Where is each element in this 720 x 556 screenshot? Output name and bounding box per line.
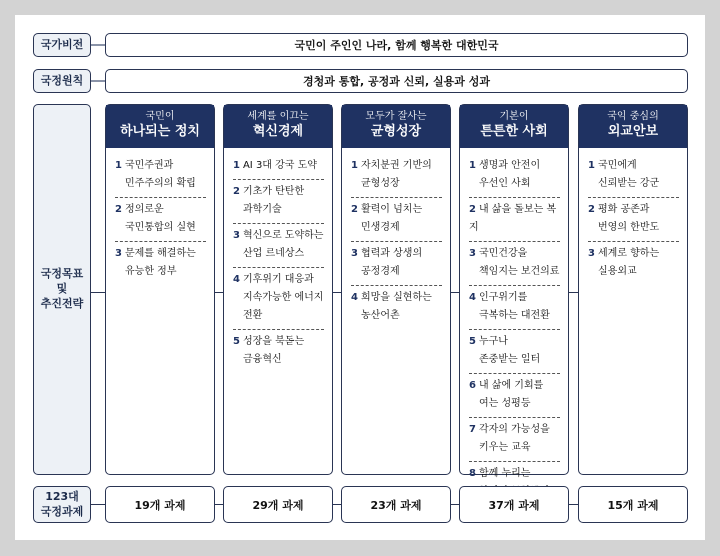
strategy-text-line1: 국민주권과 xyxy=(124,160,174,171)
strategy-item xyxy=(233,330,324,373)
strategy-number: 2 xyxy=(351,204,358,215)
strategy-text-line1: 누구나 xyxy=(478,336,508,347)
strategy-text-line1: 내 삶에 기회를 xyxy=(478,380,544,391)
strategy-number: 4 xyxy=(233,274,240,285)
task-count: 15개 과제 xyxy=(578,486,688,523)
goal-header xyxy=(224,105,332,148)
strategy-number: 2 xyxy=(588,204,595,215)
strategy-text-line1: 정의로운 xyxy=(124,204,164,215)
strategy-item xyxy=(469,154,560,198)
strategy-item xyxy=(469,374,560,418)
strategy-text-line1: 국민건강을 xyxy=(478,248,528,259)
goal-header xyxy=(460,105,568,148)
strategy-text-line2: 책임지는 보건의료 xyxy=(479,266,560,277)
strategy-number: 1 xyxy=(351,160,358,171)
goal-column xyxy=(105,104,215,475)
strategy-text-line1: AI 3대 강국 도약 xyxy=(242,160,317,171)
strategy-item xyxy=(233,180,324,224)
strategy-text-line1: 인구위기를 xyxy=(478,292,528,303)
goal-subtitle: 기본이 xyxy=(499,111,529,122)
goal-title: 하나되는 정치 xyxy=(120,124,200,139)
strategy-text-line1: 활력이 넘치는 xyxy=(360,204,423,215)
strategy-item xyxy=(233,224,324,268)
strategy-item xyxy=(351,242,442,286)
strategy-text-line1: 국민에게 xyxy=(597,160,637,171)
principles-label: 국정원칙 xyxy=(33,69,91,93)
goal-header xyxy=(106,105,214,148)
strategy-item xyxy=(233,268,324,330)
tasks-label-line: 국정과제 xyxy=(40,504,84,518)
strategy-number: 2 xyxy=(233,186,240,197)
strategy-text-line2: 균형성장 xyxy=(361,178,400,189)
strategy-text-line2: 유능한 정부 xyxy=(125,266,177,277)
strategy-text-line2: 국민통합의 실현 xyxy=(125,222,196,233)
goal-title: 혁신경제 xyxy=(252,124,304,139)
strategy-number: 7 xyxy=(469,424,476,435)
strategy-number: 2 xyxy=(115,204,122,215)
strategy-number: 1 xyxy=(115,160,122,171)
strategy-text-line2: 민생경제 xyxy=(361,222,400,233)
strategy-item xyxy=(469,198,560,242)
goals-label-line: 및 xyxy=(56,282,68,296)
goal-subtitle: 모두가 잘사는 xyxy=(365,111,427,122)
strategy-text-line2: 신뢰받는 강군 xyxy=(598,178,660,189)
strategy-item xyxy=(469,242,560,286)
goal-column xyxy=(341,104,451,475)
strategy-number: 3 xyxy=(351,248,358,259)
goal-header xyxy=(342,105,450,148)
strategy-number: 3 xyxy=(115,248,122,259)
strategy-text-line2: 우선인 사회 xyxy=(479,178,531,189)
goal-column xyxy=(459,104,569,479)
strategy-text-line1: 기초가 탄탄한 xyxy=(242,186,305,197)
goal-title: 균형성장 xyxy=(370,124,422,139)
goal-subtitle: 국민이 xyxy=(145,111,175,122)
strategy-number: 8 xyxy=(469,468,476,479)
strategy-text-line1: 생명과 안전이 xyxy=(478,160,541,171)
strategy-text-line2: 극복하는 대전환 xyxy=(479,310,550,321)
strategy-number: 5 xyxy=(469,336,476,347)
strategy-text-line2: 농산어촌 xyxy=(361,310,400,321)
goals-label-line: 국정목표 xyxy=(40,267,84,281)
vision-text: 국민이 주인인 나라, 함께 행복한 대한민국 xyxy=(105,33,688,57)
goal-column xyxy=(223,104,333,475)
strategy-text-line2: 지속가능한 에너지 전환 xyxy=(243,292,324,321)
strategy-item xyxy=(351,198,442,242)
task-count: 23개 과제 xyxy=(341,486,451,523)
strategy-item xyxy=(115,198,206,242)
strategy-item xyxy=(351,154,442,198)
strategy-text-line1: 혁신으로 도약하는 xyxy=(242,230,324,241)
tasks-label-line: 123대 xyxy=(45,489,79,503)
strategy-text-line2: 존중받는 일터 xyxy=(479,354,541,365)
goals-label-line: 추진전략 xyxy=(40,296,84,310)
strategy-number: 1 xyxy=(469,160,476,171)
strategy-text-line1: 내 삶을 돌보는 복지 xyxy=(469,204,557,233)
strategy-number: 1 xyxy=(588,160,595,171)
strategy-item xyxy=(469,286,560,330)
vision-label: 국가비전 xyxy=(33,33,91,57)
task-count: 19개 과제 xyxy=(105,486,215,523)
strategy-number: 6 xyxy=(469,380,476,391)
strategy-number: 1 xyxy=(233,160,240,171)
connector xyxy=(91,44,105,46)
strategy-item xyxy=(233,154,324,180)
strategy-text-line1: 평화 공존과 xyxy=(597,204,650,215)
goal-subtitle: 세계를 이끄는 xyxy=(247,111,309,122)
strategy-number: 4 xyxy=(469,292,476,303)
strategy-number: 5 xyxy=(233,336,240,347)
strategy-item xyxy=(115,154,206,198)
strategy-number: 2 xyxy=(469,204,476,215)
tasks-label xyxy=(33,486,91,523)
connector xyxy=(91,80,105,82)
strategy-item xyxy=(588,198,679,242)
strategy-text-line1: 자치분권 기반의 xyxy=(360,160,432,171)
strategy-number: 4 xyxy=(351,292,358,303)
goal-title: 외교안보 xyxy=(607,124,659,139)
strategy-item xyxy=(351,286,442,329)
strategy-text-line2: 키우는 교육 xyxy=(479,442,531,453)
strategy-item xyxy=(115,242,206,285)
strategy-text-line1: 기후위기 대응과 xyxy=(242,274,314,285)
strategy-text-line1: 희망을 실현하는 xyxy=(360,292,432,303)
strategy-text-line2: 금융혁신 xyxy=(243,354,282,365)
strategy-text-line2: 과학기술 xyxy=(243,204,282,215)
strategy-text-line2: 실용외교 xyxy=(598,266,637,277)
task-count: 37개 과제 xyxy=(459,486,569,523)
strategy-number: 3 xyxy=(588,248,595,259)
strategy-text-line2: 공정경제 xyxy=(361,266,400,277)
strategy-number: 3 xyxy=(233,230,240,241)
strategy-text-line1: 세계로 향하는 xyxy=(597,248,660,259)
strategy-text-line1: 협력과 상생의 xyxy=(360,248,423,259)
strategy-text-line2: 번영의 한반도 xyxy=(598,222,660,233)
goal-header xyxy=(579,105,687,148)
goal-title: 튼튼한 사회 xyxy=(480,124,548,139)
task-count: 29개 과제 xyxy=(223,486,333,523)
strategy-item xyxy=(588,154,679,198)
strategy-text-line1: 문제를 해결하는 xyxy=(124,248,196,259)
strategy-text-line2: 여는 성평등 xyxy=(479,398,531,409)
strategy-item xyxy=(469,418,560,462)
goal-subtitle: 국익 중심의 xyxy=(607,111,659,122)
strategy-text-line1: 각자의 가능성을 xyxy=(478,424,550,435)
strategy-text-line2: 산업 르네상스 xyxy=(243,248,305,259)
strategy-item xyxy=(469,330,560,374)
strategy-item xyxy=(588,242,679,285)
strategy-text-line1: 함께 누리는 xyxy=(478,468,531,479)
principles-text: 경청과 통합, 공정과 신뢰, 실용과 성과 xyxy=(105,69,688,93)
goals-label xyxy=(33,104,91,475)
goal-column xyxy=(578,104,688,475)
strategy-text-line1: 성장을 북돋는 xyxy=(242,336,305,347)
strategy-text-line2: 민주주의의 확립 xyxy=(125,178,196,189)
strategy-number: 3 xyxy=(469,248,476,259)
